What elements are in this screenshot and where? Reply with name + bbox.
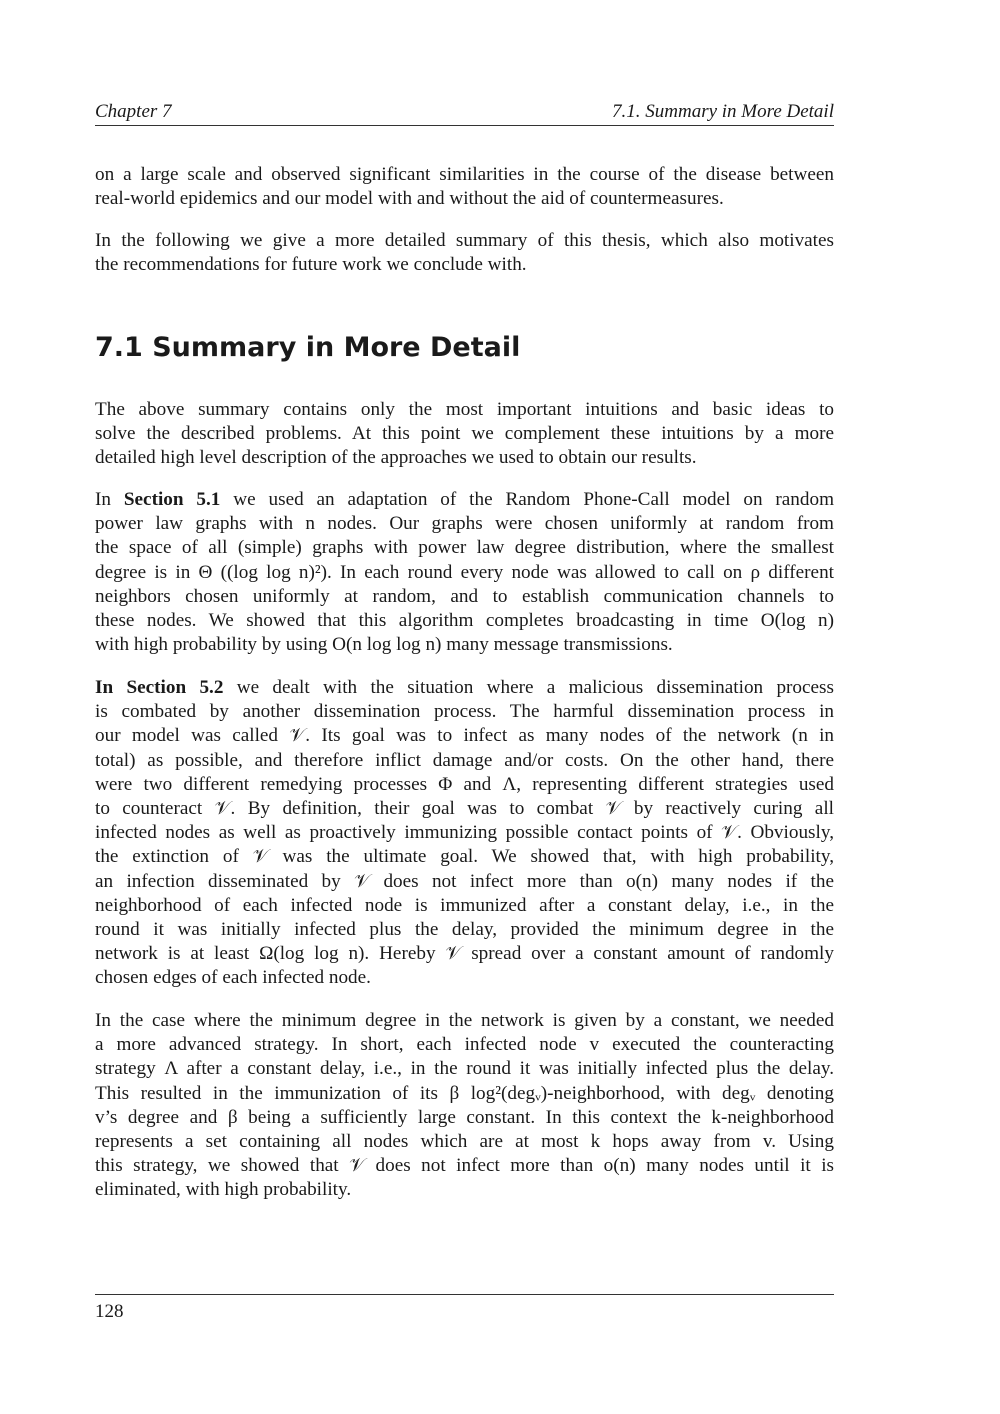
text-line: eliminated, with high probability. [95, 1179, 352, 1201]
text-line: degree is in Θ ((log log n)²). In each round every node was allowed to call on ρ different [95, 561, 834, 583]
paragraph-intro-continuation [95, 163, 834, 211]
text-line: strategy Λ after a constant delay, i.e., in the round it was initially infected plus the delay. [95, 1058, 834, 1080]
paragraph-section-5-2 [95, 676, 834, 990]
text-line: on a large scale and observed significant similarities in the course of the disease between [95, 164, 834, 185]
text-line: a more advanced strategy. In short, each infected node v executed the counteracting [95, 1034, 834, 1056]
text-line: In the following we give a more detailed summary of this thesis, which also motivates [95, 230, 834, 251]
text-line: solve the described problems. At this point we complement these intuitions by a more [95, 423, 834, 445]
paragraph-constant-degree [95, 1009, 834, 1203]
text-line: the recommendations for future work we conclude with. [95, 254, 527, 276]
section-heading: 7.1 Summary in More Detail [95, 332, 521, 363]
header-rule [95, 125, 834, 126]
paragraph-summary-motivation [95, 229, 834, 277]
document-page [95, 0, 834, 1414]
text-line: infected nodes as well as proactively immunizing possible contact points of 𝒱. Obviously, [95, 822, 834, 844]
text-line: our model was called 𝒱. Its goal was to infect as many nodes of the network (n in [95, 725, 834, 747]
text-line: In Section 5.1 we used an adaptation of the Random Phone-Call model on random [95, 489, 835, 510]
paragraph-overview [95, 398, 834, 471]
text-line: power law graphs with n nodes. Our graphs were chosen uniformly at random from [95, 513, 834, 535]
page-number: 128 [95, 1301, 124, 1322]
section-reference: In Section 5.2 [95, 677, 224, 698]
text-line: neighbors chosen uniformly at random, and to establish communication channels to [95, 585, 834, 607]
text-line: neighborhood of each infected node is immunized after a constant delay, i.e., in the [95, 894, 834, 916]
header-chapter: Chapter 7 [95, 101, 172, 122]
text-line: network is at least Ω(log log n). Hereby 𝒱 spread over a constant amount of randomly [95, 943, 834, 965]
text-line: this strategy, we showed that 𝒱 does not infect more than o(n) many nodes until it is [95, 1155, 834, 1177]
text-line: the extinction of 𝒱 was the ultimate goal. We showed that, with high probability, [95, 846, 834, 868]
header-section: 7.1. Summary in More Detail [612, 101, 834, 122]
text-line: chosen edges of each infected node. [95, 967, 371, 989]
text-line: In Section 5.2 we dealt with the situation where a malicious dissemination process [95, 677, 834, 698]
text-line: represents a set containing all nodes which are at most k hops away from v. Using [95, 1130, 834, 1152]
paragraph-section-5-1 [95, 488, 834, 657]
text-line: real-world epidemics and our model with and without the aid of countermeasures. [95, 188, 724, 210]
text-line: round it was initially infected plus the delay, provided the minimum degree in the [95, 918, 834, 940]
text-line: these nodes. We showed that this algorithm completes broadcasting in time O(log n) [95, 609, 834, 631]
text-line: the space of all (simple) graphs with power law degree distribution, where the smallest [95, 537, 834, 559]
text-line: an infection disseminated by 𝒱 does not infect more than o(n) many nodes if the [95, 870, 834, 892]
text-line: total) as possible, and therefore inflict damage and/or costs. On the other hand, there [95, 749, 834, 771]
text-line: v’s degree and β being a sufficiently large constant. In this context the k-neighborhood [95, 1106, 834, 1128]
text-line: detailed high level description of the approaches we used to obtain our results. [95, 447, 697, 469]
text-line: is combated by another dissemination process. The harmful dissemination process in [95, 701, 834, 723]
text-line: were two different remedying processes Φ and Λ, representing different strategies used [95, 773, 834, 795]
footer-rule [95, 1294, 834, 1295]
text-line: The above summary contains only the most important intuitions and basic ideas to [95, 399, 834, 420]
text-line: with high probability by using O(n log log n) many message transmissions. [95, 634, 673, 656]
text-line: to counteract 𝒱. By definition, their goal was to combat 𝒱 by reactively curing all [95, 797, 834, 819]
section-reference: Section 5.1 [123, 489, 221, 510]
running-header [95, 99, 834, 125]
text-line: This resulted in the immunization of its β log²(degᵥ)-neighborhood, with degᵥ denoting [95, 1082, 834, 1104]
text-line: In the case where the minimum degree in the network is given by a constant, we needed [95, 1010, 834, 1031]
